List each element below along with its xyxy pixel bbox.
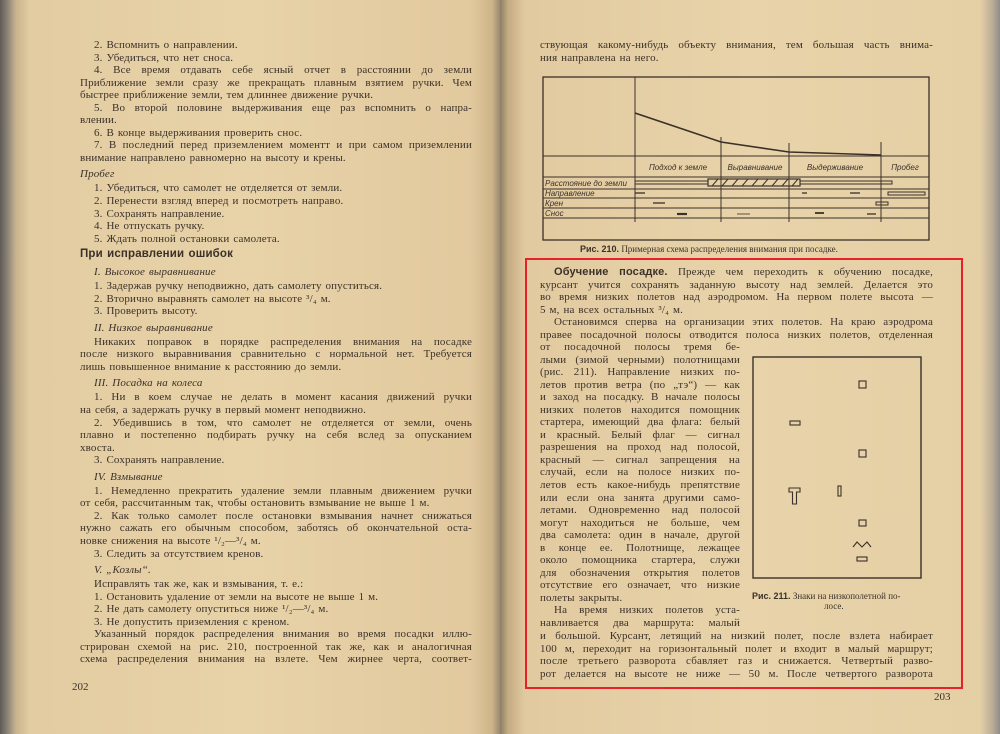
text-line bbox=[80, 417, 472, 430]
text-line bbox=[80, 348, 472, 361]
line-text: II. Низкое выравнивание bbox=[94, 321, 213, 334]
text-line bbox=[80, 578, 472, 591]
row-label: Снос bbox=[545, 209, 564, 218]
line-text: курсант учится сохранять заданную высоту над землей. Делается это bbox=[540, 278, 933, 291]
text-line bbox=[80, 591, 472, 604]
line-text: в конце ее. Полотнище, лежащее bbox=[540, 541, 740, 554]
line-text: рот делается на высоте не ниже — 50 м. После четвертого разворота bbox=[540, 667, 933, 680]
left-page-text bbox=[80, 39, 472, 666]
line-text: схема распределения внимания на взлете. Чем жирнее черта, соответ- bbox=[80, 653, 472, 666]
line-text: влении. bbox=[80, 114, 117, 127]
line-text: и красный. Белый флаг — сигнал bbox=[540, 428, 740, 441]
line-text: или если она занята другими само- bbox=[540, 491, 740, 504]
line-text: летов есть какое-нибудь препятствие bbox=[540, 479, 740, 492]
line-text: 1. Остановить удаление от земли на высоте не выше 1 м. bbox=[94, 590, 379, 603]
text-line bbox=[80, 442, 472, 455]
text-line bbox=[80, 139, 472, 152]
line-text: V. „Козлы“. bbox=[94, 564, 151, 577]
line-text: 1. Немедленно прекратить удаление земли плавным движением ручки bbox=[94, 484, 472, 497]
line-text: после низкого выравнивания сравнительно с нормальной нет. Требуется bbox=[80, 348, 472, 361]
text-line bbox=[80, 653, 472, 666]
line-text: (рис. 211). Направление низких по- bbox=[540, 366, 740, 379]
line-text: 100 м, переходит на горизонтальный полет и входит в малый маршрут; bbox=[540, 642, 933, 655]
line-text: внимание направлено равномерно на высоту и крены. bbox=[80, 151, 346, 164]
text-line bbox=[80, 429, 472, 442]
line-text: Пробег bbox=[80, 168, 115, 181]
line-text: на себя, а задержать ручку в первый момент неподвижно. bbox=[80, 404, 367, 417]
line-text: плавно и постепенно подбирать ручку на себя вслед за опусканием bbox=[80, 429, 472, 442]
line-text: разрешения на проход над полосой, bbox=[540, 441, 740, 454]
text-line bbox=[80, 220, 472, 233]
text-line bbox=[80, 195, 472, 208]
line-text: I. Высокое выравнивание bbox=[94, 266, 216, 279]
text-line bbox=[80, 39, 472, 52]
line-text: Никаких поправок в порядке распределения внимания на посадке bbox=[94, 335, 472, 348]
line-text: 7. В последний перед приземлением моментт и при самом приземлении bbox=[94, 139, 472, 152]
text-line bbox=[80, 102, 472, 115]
text-line bbox=[80, 535, 472, 548]
line-text: Указанный порядок распределения внимания во время посадки иллю- bbox=[94, 628, 472, 641]
text-line bbox=[80, 628, 472, 641]
line-text: летов против ветра (по „тэ“) — как bbox=[540, 378, 740, 391]
text-line bbox=[80, 641, 472, 654]
line-text: стрирован схемой на рис. 210, построенной так же, как и аналогичная bbox=[80, 640, 472, 653]
text-line bbox=[80, 391, 472, 404]
line-text: 2. Убедившись в том, что самолет не отделяется от земли, очень bbox=[94, 416, 472, 429]
section-heading bbox=[80, 167, 472, 182]
section-heading bbox=[80, 376, 472, 391]
text-line bbox=[80, 616, 472, 629]
text-line bbox=[80, 510, 472, 523]
line-text: 2. Не дать самолету опуститься ниже ¹/₂—³/₄ м. bbox=[94, 603, 329, 616]
text-line bbox=[80, 52, 472, 65]
text-line bbox=[80, 77, 472, 90]
line-text: могут находиться не больше, чем bbox=[540, 516, 740, 529]
caption-number: Рис. 211. bbox=[752, 591, 791, 601]
line-text: 6. В конце выдерживания проверить снос. bbox=[94, 126, 303, 139]
line-text: случай, если на полосе низких по- bbox=[540, 466, 740, 479]
line-text: полеты закрыты. bbox=[540, 591, 623, 604]
section-heading bbox=[80, 265, 472, 280]
line-text: навливается два маршрута: малый bbox=[540, 617, 740, 630]
line-text: 3. Следить за отсутствием кренов. bbox=[94, 547, 264, 560]
line-text: и заход на посадку. В начале полосы bbox=[540, 391, 740, 404]
line-text: Остановимся сперва на организации этих полетов. На краю аэродрома bbox=[554, 316, 933, 329]
text-line bbox=[80, 233, 472, 246]
phase-label: Выдерживание bbox=[806, 163, 864, 172]
caption-text: Знаки на низкополетной по- bbox=[792, 591, 901, 601]
text-line bbox=[80, 152, 472, 165]
line-text: 5. Во второй половине выдерживания еще раз вспомнить о напра- bbox=[94, 101, 472, 114]
text-line bbox=[80, 114, 472, 127]
line-text: отсутствие его означает, что низкие bbox=[540, 579, 740, 592]
line-text: во время низких полетов над аэродромом. На первом полете высота — bbox=[540, 291, 933, 304]
line-text: быстрее приближение земли, тем длиннее движение ручки. bbox=[80, 89, 374, 102]
line-text: 1. Задержав ручку неподвижно, дать самолету опуститься. bbox=[94, 280, 383, 293]
text-line bbox=[80, 89, 472, 102]
text-line bbox=[80, 305, 472, 318]
line-text: 3. Сохранять направление. bbox=[94, 454, 225, 467]
line-text: 3. Не допустить приземления с креном. bbox=[94, 615, 290, 628]
section-heading bbox=[80, 470, 472, 485]
line-text: ствующая какому-нибудь объекту внимания, тем большая часть внима- bbox=[540, 39, 933, 51]
line-text: и большой. Курсант, летящий на низкий полет, после взлета набирает bbox=[540, 630, 933, 642]
page-number: 203 bbox=[934, 691, 951, 703]
line-text: На время низких полетов уста- bbox=[554, 604, 740, 617]
line-text: 2. Вторично выравнять самолет на высоте ³/₄ м. bbox=[94, 292, 331, 305]
line-text: Прежде чем переходить к обучению посадке, bbox=[677, 266, 933, 278]
line-text: Приближение земли сразу же прекращать плавным взятием ручки. Чем bbox=[80, 76, 472, 89]
text-line bbox=[80, 336, 472, 349]
text-line bbox=[80, 497, 472, 510]
line-text: около помощника стартера, служи bbox=[540, 554, 740, 567]
line-text: 3. Сохранять направление. bbox=[94, 207, 225, 220]
line-text: хвоста. bbox=[80, 441, 115, 454]
line-text: новке снижения на высоте ¹/₂—³/₄ м. bbox=[80, 534, 261, 547]
text-line bbox=[80, 182, 472, 195]
text-line bbox=[80, 603, 472, 616]
line-text: 2. Как только самолет после остановки взмывания начнет снижаться bbox=[94, 509, 472, 522]
caption-number: Рис. 210. bbox=[580, 244, 620, 254]
page-number: 202 bbox=[72, 681, 89, 693]
text-line bbox=[80, 293, 472, 306]
line-text: 1. Ни в коем случае не делать в момент касания движений ручки bbox=[94, 391, 472, 404]
text-line bbox=[80, 361, 472, 374]
line-text: 2. Вспомнить о направлении. bbox=[94, 39, 238, 51]
line-text: низких полетов находится помощник bbox=[540, 403, 740, 416]
line-text: При исправлении ошибок bbox=[80, 248, 233, 261]
line-text: 5 м, на всех остальных ³/₄ м. bbox=[540, 303, 683, 316]
line-text: лыми (зимой черными) полотнищами bbox=[540, 353, 740, 366]
line-text: 3. Убедиться, что нет сноса. bbox=[94, 51, 234, 64]
line-text: лишь повышенное внимание к расстоянию до земли. bbox=[80, 360, 342, 373]
section-heading bbox=[80, 563, 472, 578]
line-text: для обозначения открытия полетов bbox=[540, 566, 740, 579]
line-text: 2. Перенести взгляд вперед и посмотреть направо. bbox=[94, 195, 344, 208]
line-text: летами. Одновременно над полосой bbox=[540, 504, 740, 517]
line-text: 4. Не отпускать ручку. bbox=[94, 220, 205, 233]
row-label: Направление bbox=[545, 189, 595, 198]
line-text: после третьего разворота сбавляет газ и снижается. Четвертый разво- bbox=[540, 655, 933, 668]
line-text: от себя, рассчитанным так, чтобы остановить взмывание не выше 1 м. bbox=[80, 497, 430, 510]
section-title: Обучение посадке. bbox=[554, 266, 668, 278]
line-text: ния направлена на него. bbox=[540, 51, 659, 64]
row-label: Расстояние до земли bbox=[545, 179, 627, 188]
line-text: 4. Все время отдавать себе ясный отчет в расстоянии до земли bbox=[94, 64, 472, 77]
text-line bbox=[80, 404, 472, 417]
caption-text: Примерная схема распределения внимания при посадке. bbox=[621, 244, 838, 254]
line-text: от посадочной полосы тремя бе- bbox=[540, 341, 740, 353]
text-line bbox=[80, 127, 472, 140]
highlight-box bbox=[525, 258, 963, 689]
line-text: 3. Проверить высоту. bbox=[94, 305, 198, 318]
phase-label: Пробег bbox=[891, 163, 919, 172]
line-text: правее посадочной полосы отводится полоса низких полетов, отделенная bbox=[540, 328, 933, 341]
caption-text-2: лосе. bbox=[824, 601, 844, 611]
line-text: нужно сажать его обычным способом, заботясь об окончательной оста- bbox=[80, 522, 472, 535]
text-line bbox=[80, 454, 472, 467]
text-line bbox=[80, 522, 472, 535]
line-text: 5. Ждать полной остановки самолета. bbox=[94, 232, 280, 245]
line-text: Исправлять так же, как и взмывания, т. е.: bbox=[94, 578, 304, 591]
text-line bbox=[80, 208, 472, 221]
text-line bbox=[80, 485, 472, 498]
line-text: IV. Взмывание bbox=[94, 470, 163, 483]
line-text: стартера, имеющий два флага: белый bbox=[540, 416, 740, 429]
line-text: III. Посадка на колеса bbox=[94, 377, 203, 390]
phase-label: Выравнивание bbox=[727, 163, 783, 172]
section-heading bbox=[80, 247, 472, 262]
line-text: два самолета: один в начале, другой bbox=[540, 529, 740, 542]
row-label: Крен bbox=[545, 199, 564, 208]
text-line bbox=[80, 280, 472, 293]
line-text: красный — сигнал запрещения на bbox=[540, 453, 740, 466]
phase-label: Подход к земле bbox=[648, 163, 708, 172]
text-line bbox=[80, 548, 472, 561]
section-heading bbox=[80, 321, 472, 336]
text-line bbox=[80, 64, 472, 77]
line-text: 1. Убедиться, что самолет не отделяется от земли. bbox=[94, 182, 343, 195]
